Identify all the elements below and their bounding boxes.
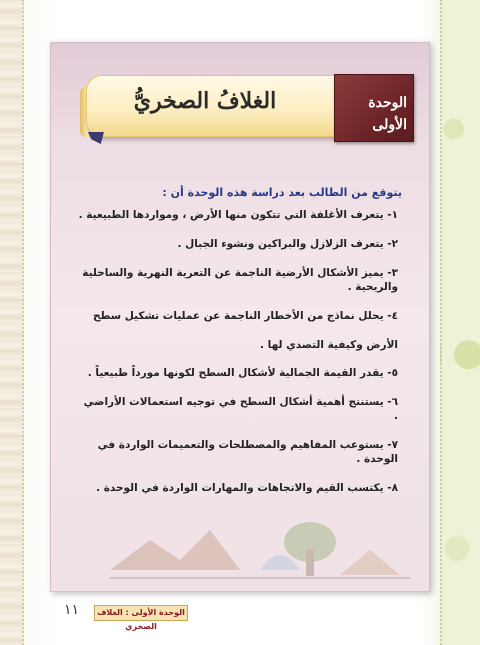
objective-item: ٤- يحلل نماذج من الأخطار الناجمة عن عمليات تشكيل سطح الأرض وكيفية التصدي لها . xyxy=(92,310,398,351)
objective-item: ٨- يكتسب القيم والاتجاهات والمهارات الواردة في الوحدة . xyxy=(96,482,398,494)
objective-item: ٧- يستوعب المفاهيم والمصطلحات والتعميمات الواردة في الوحدة . xyxy=(97,439,398,465)
unit-number-box xyxy=(334,74,414,142)
unit-title: الغلافُ الصخريُّ xyxy=(133,88,277,114)
left-torn-edge xyxy=(0,0,24,645)
objective-item: ٣- يميز الأشكال الأرضية الناجمة عن التعرية النهرية والساحلية والريحية . xyxy=(82,267,398,293)
objective-item: ٦- يستنتج أهمية أشكال السطح في توجيه استعمالات الأراضي . xyxy=(83,396,398,422)
unit-ordinal: الأولى xyxy=(372,117,407,133)
landscape-illustration xyxy=(110,500,410,580)
unit-label: الوحدة xyxy=(368,95,407,111)
footer-unit-label: الوحدة الأولى : الغلاف الصخري xyxy=(94,605,188,621)
objectives-list xyxy=(78,208,398,510)
right-torn-edge xyxy=(440,0,480,645)
objective-item: ٥- يقدر القيمة الجمالية لأشكال السطح لكونها مورداً طبيعياً . xyxy=(87,367,398,379)
objectives-intro: يتوقع من الطالب بعد دراسة هذه الوحدة أن : xyxy=(162,186,402,199)
page-number: ١١ xyxy=(64,602,80,618)
objective-item: ٢- يتعرف الزلازل والبراكين ونشوء الجبال . xyxy=(177,238,398,250)
objective-item: ١- يتعرف الأغلفة التي تتكون منها الأرض ، ومواردها الطبيعية . xyxy=(78,209,398,221)
